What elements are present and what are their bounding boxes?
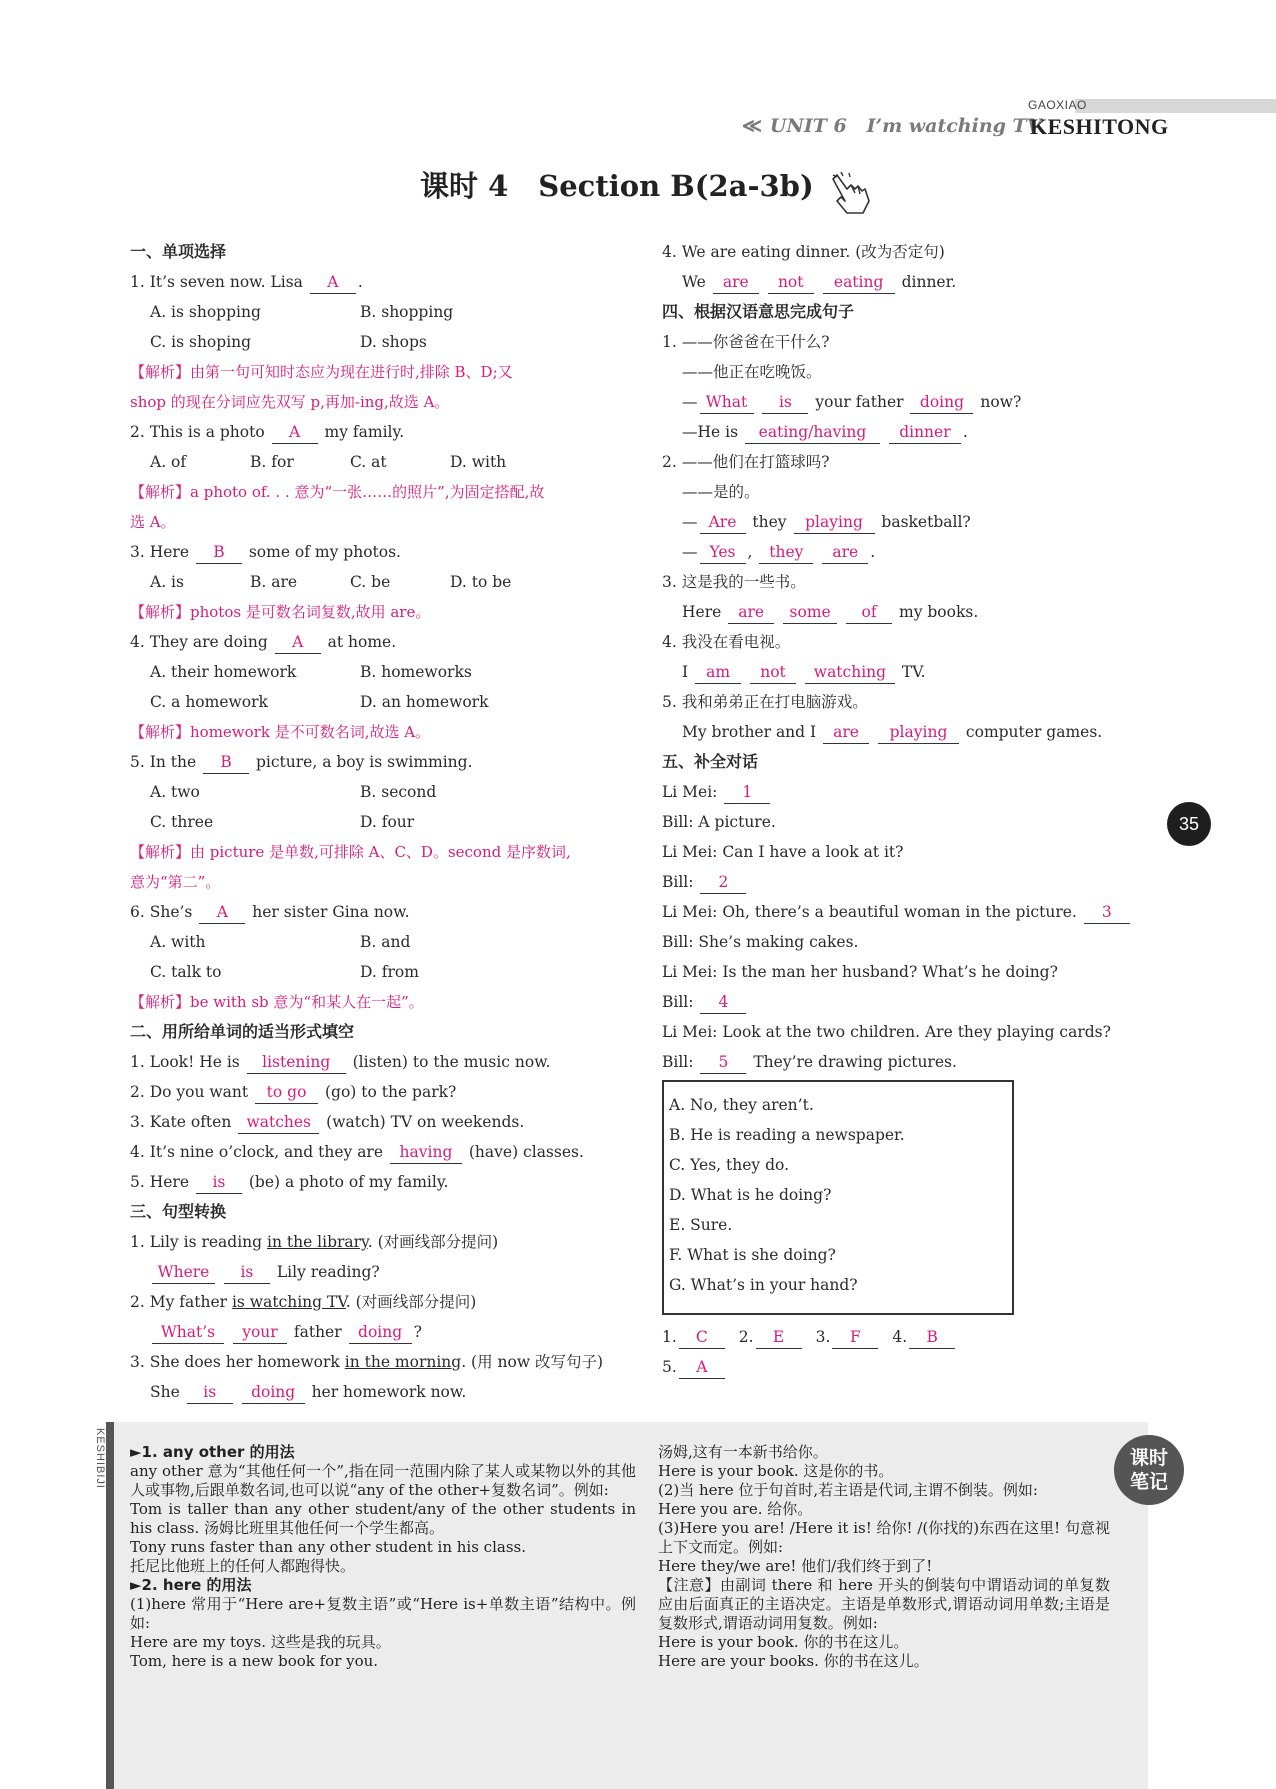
question-text: (go) to the park? <box>320 1083 457 1101</box>
question-text: 3. She does her homework <box>130 1353 345 1371</box>
explanation-line: 意为“第二”。 <box>130 873 221 891</box>
question-text: 4. It’s nine o’clock, and they are <box>130 1143 388 1161</box>
header-bar <box>1075 99 1276 113</box>
text-line: Li Mei: Is the man her husband? What’s he doing? <box>662 963 1058 981</box>
fill-text: — <box>682 513 698 531</box>
left-column <box>130 237 640 1407</box>
fill-text <box>756 393 761 411</box>
fill-text: We <box>682 273 711 291</box>
fill-text: computer games. <box>961 723 1103 741</box>
underlined-text: is watching TV <box>231 1293 346 1311</box>
question-text: 2. My father <box>130 1293 232 1311</box>
option: B. for <box>250 453 294 471</box>
answer-blank: B <box>196 541 242 564</box>
question-line <box>130 1287 640 1317</box>
options-line <box>130 657 640 687</box>
fill-text: Bill: <box>662 993 699 1011</box>
answer-blank: 2 <box>700 871 746 894</box>
note-paragraph: Here is your book. 这是你的书。 <box>658 1462 894 1480</box>
answer-blank: eating/having <box>745 421 880 444</box>
fill-line <box>130 1377 640 1407</box>
answer-blank: 3 <box>1084 901 1130 924</box>
answer-blank: C <box>679 1326 725 1349</box>
answer-blank: are <box>728 601 774 624</box>
option: A. is <box>150 573 184 591</box>
answer-blank: 1 <box>724 781 770 804</box>
fill-text <box>776 603 781 621</box>
note-paragraph: (3)Here you are! /Here it is! 给你! /(你找的)东西在这里! 句意视上下文而定。例如: <box>658 1519 1110 1556</box>
answer-blank: your <box>233 1321 287 1344</box>
answer-blank: dinner <box>889 421 961 444</box>
question-line <box>130 747 640 777</box>
option: B. shopping <box>360 303 454 321</box>
text-line: 3. 这是我的一些书。 <box>662 573 806 591</box>
option: C. talk to <box>150 963 222 981</box>
option: C. at <box>350 453 387 471</box>
options-line <box>130 807 640 837</box>
option-item: A. No, they aren’t. <box>669 1096 814 1114</box>
note-paragraph: any other 意为“其他任何一个”,指在同一范围内除了某人或某物以外的其他人或事物,后跟单数名词,也可以说“any of the other+复数名词”。例如: <box>130 1462 636 1499</box>
answer-blank: doing <box>349 1321 412 1344</box>
answer-blank: What’s <box>152 1321 224 1344</box>
question-text: 5. Here <box>130 1173 194 1191</box>
option: C. is shoping <box>150 333 252 351</box>
answer-blank: not <box>750 661 796 684</box>
question-text: 1. It’s seven now. Lisa <box>130 273 308 291</box>
fill-text: Lily reading? <box>271 1263 380 1281</box>
fill-text: They’re drawing pictures. <box>748 1053 957 1071</box>
answer-blank: F <box>832 1326 878 1349</box>
answer-blank: is <box>762 391 808 414</box>
options-line <box>130 297 640 327</box>
question-text: 4. They are doing <box>130 633 273 651</box>
option: C. be <box>350 573 391 591</box>
fill-text <box>798 663 803 681</box>
fill-text: dinner. <box>896 273 957 291</box>
section-heading: 五、补全对话 <box>662 752 759 771</box>
answer-blank: playing <box>878 721 959 744</box>
fill-line <box>130 1257 640 1287</box>
answer-blank: are <box>713 271 759 294</box>
fill-text: father <box>288 1323 347 1341</box>
options-line <box>130 777 640 807</box>
underlined-text: in the morning <box>344 1353 462 1371</box>
option: A. is shopping <box>150 303 261 321</box>
question-line <box>130 1107 640 1137</box>
option: C. three <box>150 813 214 831</box>
option-item: E. Sure. <box>669 1216 733 1234</box>
option: A. with <box>150 933 206 951</box>
explanation-line: 【解析】homework 是不可数名词,故选 A。 <box>130 723 431 741</box>
fill-text <box>882 423 887 441</box>
option: A. their homework <box>150 663 297 681</box>
text-line: Bill: She’s making cakes. <box>662 933 859 951</box>
fill-text: Here <box>682 603 727 621</box>
answer-blank: A <box>310 271 356 294</box>
fill-text: My brother and I <box>682 723 822 741</box>
answer-blank: is <box>224 1261 270 1284</box>
answer-blank: A <box>272 421 318 444</box>
fill-text <box>743 663 748 681</box>
answer-blank: A <box>199 901 245 924</box>
question-text: . <box>357 273 363 291</box>
option: D. shops <box>360 333 427 351</box>
lesson-label: 课时 4 <box>420 169 509 203</box>
notes-side-bar <box>106 1422 114 1789</box>
fill-text: your father <box>810 393 909 411</box>
answer-blank: Yes <box>700 541 746 564</box>
fill-line <box>662 717 1132 747</box>
question-text: some of my photos. <box>243 543 401 561</box>
answer-blank: eating <box>823 271 895 294</box>
question-text: 3. Kate often <box>130 1113 237 1131</box>
answer-number: 2. <box>738 1328 754 1346</box>
option: D. from <box>360 963 419 981</box>
fill-line <box>662 777 1132 807</box>
answers-line-2 <box>662 1352 1062 1382</box>
fill-line <box>662 537 1132 567</box>
text-line: ——他正在吃晚饭。 <box>682 363 822 381</box>
answer-blank: 4 <box>700 991 746 1014</box>
text-line: Li Mei: Can I have a look at it? <box>662 843 904 861</box>
question-text: 2. Do you want <box>130 1083 254 1101</box>
fill-text: her homework now. <box>306 1383 467 1401</box>
options-line <box>130 447 640 477</box>
question-text: picture, a boy is swimming. <box>251 753 473 771</box>
fill-line <box>662 387 1132 417</box>
question-line <box>130 417 640 447</box>
section-label: Section B(2a-3b) <box>538 169 814 203</box>
option: D. an homework <box>360 693 489 711</box>
page-number: 35 <box>1167 802 1211 846</box>
header-unit <box>742 115 1045 137</box>
section-heading: 一、单项选择 <box>130 242 227 261</box>
option: A. two <box>150 783 200 801</box>
answer-blank: What <box>700 391 754 414</box>
answer-blank: is <box>196 1171 242 1194</box>
fill-line <box>662 417 1132 447</box>
notes-badge-text: 课时笔记 <box>1129 1447 1168 1493</box>
fill-text <box>761 273 766 291</box>
question-text: (have) classes. <box>463 1143 584 1161</box>
question-text: 6. She’s <box>130 903 198 921</box>
fill-text <box>839 603 844 621</box>
fill-text: — <box>682 393 698 411</box>
unit-title: I’m watching TV. <box>866 115 1045 137</box>
right-column <box>662 237 1132 1077</box>
dialogue-answers <box>662 1322 1062 1382</box>
fill-text: . <box>870 543 876 561</box>
pointing-hand-icon <box>829 171 871 215</box>
unit-number: UNIT 6 <box>769 115 847 137</box>
question-text: 5. In the <box>130 753 202 771</box>
fill-text: basketball? <box>876 513 971 531</box>
options-line <box>130 687 640 717</box>
explanation-line: 选 A。 <box>130 513 176 531</box>
question-line <box>130 897 640 927</box>
section-heading: 二、用所给单词的适当形式填空 <box>130 1022 355 1041</box>
note-paragraph: Tom, here is a new book for you. <box>130 1652 379 1670</box>
question-text: (watch) TV on weekends. <box>321 1113 525 1131</box>
answer-blank: of <box>846 601 892 624</box>
text-line: 1. ——你爸爸在干什么? <box>662 333 830 351</box>
question-line <box>130 1167 640 1197</box>
question-text: (be) a photo of my family. <box>243 1173 449 1191</box>
answer-number: 1. <box>662 1328 677 1346</box>
note-paragraph: Here are your books. 你的书在这儿。 <box>658 1652 929 1670</box>
question-text: 1. Lily is reading <box>130 1233 267 1251</box>
question-text: . (对画线部分提问) <box>367 1233 499 1251</box>
answer-number: 5. <box>662 1358 677 1376</box>
answer-blank: playing <box>794 511 875 534</box>
answer-blank: B <box>203 751 249 774</box>
text-line: 4. 我没在看电视。 <box>662 633 791 651</box>
fill-text: , <box>747 543 758 561</box>
option: C. a homework <box>150 693 268 711</box>
fill-text: Li Mei: <box>662 783 723 801</box>
explanation-line: 【解析】由 picture 是单数,可排除 A、C、D。second 是序数词, <box>130 843 571 861</box>
option-item: B. He is reading a newspaper. <box>669 1126 905 1144</box>
notes-left-column <box>130 1443 636 1671</box>
answer-blank: are <box>823 721 869 744</box>
text-line: ——是的。 <box>682 483 760 501</box>
question-text: my family. <box>319 423 405 441</box>
option: B. and <box>360 933 411 951</box>
answers-line-1 <box>662 1322 1062 1352</box>
header-gaoxiao: GAOXIAO <box>1028 98 1087 112</box>
note-heading: ►2. here 的用法 <box>130 1576 252 1594</box>
answer-blank: B <box>909 1326 955 1349</box>
answer-blank: doing <box>242 1381 305 1404</box>
answer-blank: they <box>759 541 813 564</box>
fill-text: . <box>962 423 968 441</box>
note-paragraph: Here you are. 给你。 <box>658 1500 813 1518</box>
question-line <box>130 1047 640 1077</box>
answer-blank: A <box>679 1356 725 1379</box>
note-paragraph: 汤姆,这有一本新书给你。 <box>658 1443 828 1461</box>
fill-line <box>662 897 1132 927</box>
fill-text: Bill: <box>662 873 699 891</box>
text-line: 2. ——他们在打篮球吗? <box>662 453 830 471</box>
explanation-line: shop 的现在分词应先双写 p,再加-ing,故选 A。 <box>130 393 450 411</box>
option-item: C. Yes, they do. <box>669 1156 790 1174</box>
answer-blank: Where <box>152 1261 215 1284</box>
answer-blank: having <box>390 1141 462 1164</box>
answer-blank: Are <box>700 511 746 534</box>
fill-text: — <box>682 543 698 561</box>
page-title <box>420 164 814 205</box>
note-paragraph: Here they/we are! 他们/我们终于到了! <box>658 1557 933 1575</box>
option: A. of <box>150 453 187 471</box>
fill-line <box>662 507 1132 537</box>
question-line <box>130 537 640 567</box>
answer-blank: E <box>756 1326 802 1349</box>
note-paragraph: Tony runs faster than any other student in his class. <box>130 1538 526 1556</box>
options-line <box>130 567 640 597</box>
underlined-text: in the library <box>266 1233 368 1251</box>
fill-text: TV. <box>896 663 926 681</box>
fill-line <box>662 597 1132 627</box>
question-text: her sister Gina now. <box>247 903 410 921</box>
note-heading: ►1. any other 的用法 <box>130 1443 295 1461</box>
option: D. four <box>360 813 415 831</box>
fill-text <box>226 1323 231 1341</box>
double-chevron-icon: ≪ <box>742 115 762 137</box>
fill-text: Li Mei: Oh, there’s a beautiful woman in the picture. <box>662 903 1082 921</box>
fill-text: Bill: <box>662 1053 699 1071</box>
option: B. are <box>250 573 298 591</box>
text-line: Li Mei: Look at the two children. Are they playing cards? <box>662 1023 1111 1041</box>
note-paragraph: Tom is taller than any other student/any of the other students in his class. 汤姆比班里其他任何一个学生都高。 <box>130 1500 636 1537</box>
answer-blank: doing <box>910 391 973 414</box>
question-text: at home. <box>322 633 397 651</box>
note-paragraph: 【注意】由副词 there 和 here 开头的倒装句中谓语动词的单复数应由后面真正的主语决定。主语是单数形式,谓语动词用单数;主语是复数形式,谓语动词用复数。例如: <box>658 1576 1110 1632</box>
dialogue-options-box <box>662 1080 1014 1315</box>
text-line: 5. 我和弟弟正在打电脑游戏。 <box>662 693 868 711</box>
answer-blank: am <box>695 661 741 684</box>
fill-text <box>235 1383 240 1401</box>
fill-text: She <box>150 1383 185 1401</box>
fill-line <box>662 657 1132 687</box>
explanation-line: 【解析】photos 是可数名词复数,故用 are。 <box>130 603 431 621</box>
explanation-line: 【解析】be with sb 意为“和某人在一起”。 <box>130 993 424 1011</box>
options-line <box>130 327 640 357</box>
answer-blank: 5 <box>700 1051 746 1074</box>
answer-blank: watches <box>238 1111 319 1134</box>
answer-blank: watching <box>805 661 895 684</box>
section-heading: 三、句型转换 <box>130 1202 227 1221</box>
fill-text <box>816 273 821 291</box>
question-line <box>130 1077 640 1107</box>
option-item: G. What’s in your hand? <box>669 1276 858 1294</box>
option: D. to be <box>450 573 512 591</box>
answer-blank: listening <box>247 1051 346 1074</box>
explanation-line: 【解析】由第一句可知时态应为现在进行时,排除 B、D;又 <box>130 363 513 381</box>
fill-line <box>662 1047 1132 1077</box>
header-keshitong: KESHITONG <box>1030 114 1169 139</box>
question-line <box>130 1347 640 1377</box>
fill-text <box>815 543 820 561</box>
fill-line <box>662 267 1132 297</box>
answer-blank: to go <box>255 1081 318 1104</box>
option: D. with <box>450 453 507 471</box>
text-line: Bill: A picture. <box>662 813 776 831</box>
answer-blank: A <box>275 631 321 654</box>
note-paragraph: (2)当 here 位于句首时,若主语是代词,主谓不倒装。例如: <box>658 1481 1038 1499</box>
note-paragraph: (1)here 常用于“Here are+复数主语”或“Here is+单数主语”结构中。例如: <box>130 1595 636 1632</box>
notes-badge <box>1114 1435 1184 1505</box>
note-paragraph: Here are my toys. 这些是我的玩具。 <box>130 1633 391 1651</box>
explanation-line: 【解析】a photo of. . . 意为“一张……的照片”,为固定搭配,故 <box>130 483 545 501</box>
question-text: . (用 now 改写句子) <box>461 1353 604 1371</box>
fill-text: I <box>682 663 694 681</box>
options-line <box>130 957 640 987</box>
options-line <box>130 927 640 957</box>
question-text: 2. This is a photo <box>130 423 270 441</box>
question-text: (listen) to the music now. <box>347 1053 551 1071</box>
option: B. second <box>360 783 437 801</box>
question-line <box>130 627 640 657</box>
fill-text <box>217 1263 222 1281</box>
fill-text: they <box>747 513 792 531</box>
answer-blank: some <box>783 601 837 624</box>
answer-blank: not <box>768 271 814 294</box>
fill-text <box>871 723 876 741</box>
option-item: D. What is he doing? <box>669 1186 832 1204</box>
answer-blank: is <box>187 1381 233 1404</box>
question-text: 3. Here <box>130 543 194 561</box>
answer-number: 3. <box>815 1328 831 1346</box>
answer-blank: are <box>822 541 868 564</box>
option: B. homeworks <box>360 663 472 681</box>
fill-line <box>662 867 1132 897</box>
fill-line <box>662 987 1132 1017</box>
fill-text: ? <box>413 1323 422 1341</box>
question-line <box>130 1137 640 1167</box>
section-heading: 四、根据汉语意思完成句子 <box>662 302 855 321</box>
question-text: . (对画线部分提问) <box>345 1293 477 1311</box>
text-line: 4. We are eating dinner. (改为否定句) <box>662 243 945 261</box>
option-item: F. What is she doing? <box>669 1246 836 1264</box>
fill-text: my books. <box>894 603 979 621</box>
fill-text: —He is <box>682 423 743 441</box>
note-paragraph: 托尼比他班上的任何人都跑得快。 <box>130 1557 356 1575</box>
question-text: 1. Look! He is <box>130 1053 245 1071</box>
fill-line <box>130 1317 640 1347</box>
note-paragraph: Here is your book. 你的书在这儿。 <box>658 1633 909 1651</box>
question-line <box>130 1227 640 1257</box>
notes-side-label: KESHIBIJI <box>94 1428 106 1489</box>
notes-right-column <box>658 1443 1110 1671</box>
answer-number: 4. <box>892 1328 908 1346</box>
fill-text: now? <box>975 393 1022 411</box>
question-line <box>130 267 640 297</box>
